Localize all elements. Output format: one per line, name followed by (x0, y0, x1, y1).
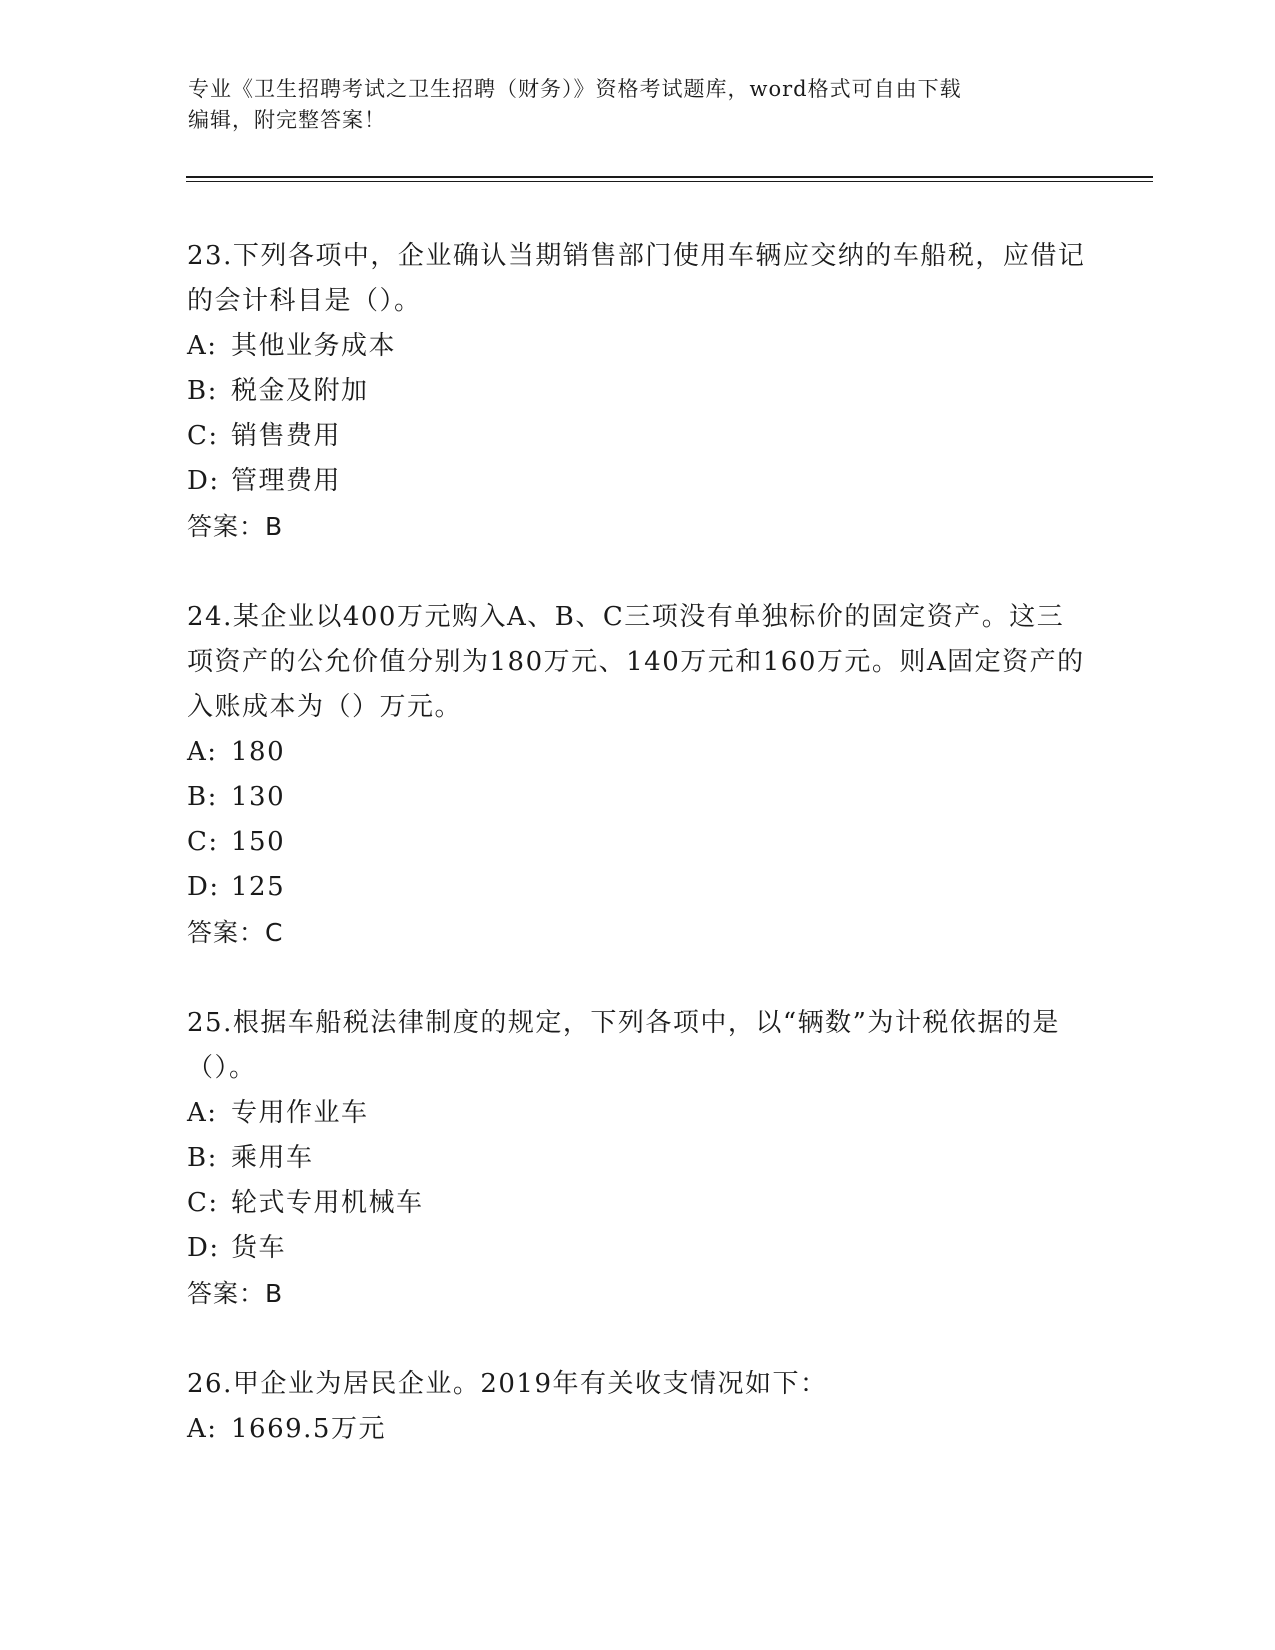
question-26 (187, 1362, 1087, 1452)
option-text: 乘用车 (231, 1143, 314, 1173)
option-text: 货车 (231, 1233, 287, 1263)
option-text: 税金及附加 (231, 376, 369, 406)
question-24 (187, 595, 1087, 955)
option-c (187, 414, 1087, 459)
option-text: 管理费用 (231, 466, 342, 496)
option-text: 125 (231, 872, 286, 902)
option-letter: D: (187, 466, 220, 496)
option-a (187, 1407, 1087, 1452)
option-a (187, 730, 1087, 775)
option-letter: C: (187, 421, 219, 451)
option-text: 销售费用 (231, 421, 342, 451)
answer-line: 答案：B (187, 512, 284, 541)
option-c (187, 1181, 1087, 1226)
question-25 (187, 1001, 1087, 1316)
option-b (187, 775, 1087, 820)
option-letter: D: (187, 872, 220, 902)
answer-line: 答案：C (187, 918, 284, 947)
option-letter: D: (187, 1233, 220, 1263)
question-list (187, 234, 1087, 1452)
option-letter: A: (187, 1414, 218, 1444)
option-d (187, 459, 1087, 504)
option-c (187, 820, 1087, 865)
option-d (187, 1226, 1087, 1271)
header-divider-thin (186, 181, 1153, 182)
question-stem: 26.甲企业为居民企业。2019年有关收支情况如下： (187, 1369, 828, 1399)
option-letter: C: (187, 827, 219, 857)
question-spacer (187, 549, 1087, 595)
option-letter: B: (187, 782, 218, 812)
option-text: 其他业务成本 (231, 331, 397, 361)
answer-line: 答案：B (187, 1279, 284, 1308)
header-divider-thick (186, 176, 1153, 178)
option-text: 180 (231, 737, 286, 767)
option-letter: B: (187, 1143, 218, 1173)
question-stem: 23.下列各项中，企业确认当期销售部门使用车辆应交纳的车船税，应借记的会计科目是（）。 (187, 241, 1086, 316)
option-d (187, 865, 1087, 910)
option-text: 专用作业车 (231, 1098, 369, 1128)
option-letter: A: (187, 737, 218, 767)
option-text: 轮式专用机械车 (231, 1188, 424, 1218)
option-b (187, 1136, 1087, 1181)
question-spacer (187, 955, 1087, 1001)
question-23 (187, 234, 1087, 549)
option-text: 130 (231, 782, 286, 812)
header-line-2: 编辑，附完整答案！ (188, 108, 386, 132)
option-text: 150 (231, 827, 286, 857)
option-letter: C: (187, 1188, 219, 1218)
option-letter: B: (187, 376, 218, 406)
option-a (187, 324, 1087, 369)
option-letter: A: (187, 1098, 218, 1128)
header-line-1: 专业《卫生招聘考试之卫生招聘（财务）》资格考试题库，word格式可自由下载 (188, 77, 962, 101)
question-stem: 25.根据车船税法律制度的规定，下列各项中，以“辆数”为计税依据的是（）。 (187, 1008, 1060, 1083)
question-stem: 24.某企业以400万元购入A、B、C三项没有单独标价的固定资产。这三项资产的公允价值分别为180万元、140万元和160万元。则A固定资产的入账成本为（）万元。 (187, 602, 1085, 722)
option-letter: A: (187, 331, 218, 361)
option-a (187, 1091, 1087, 1136)
question-spacer (187, 1316, 1087, 1362)
option-text: 1669.5万元 (231, 1414, 386, 1444)
header-note (188, 74, 1068, 136)
option-b (187, 369, 1087, 414)
